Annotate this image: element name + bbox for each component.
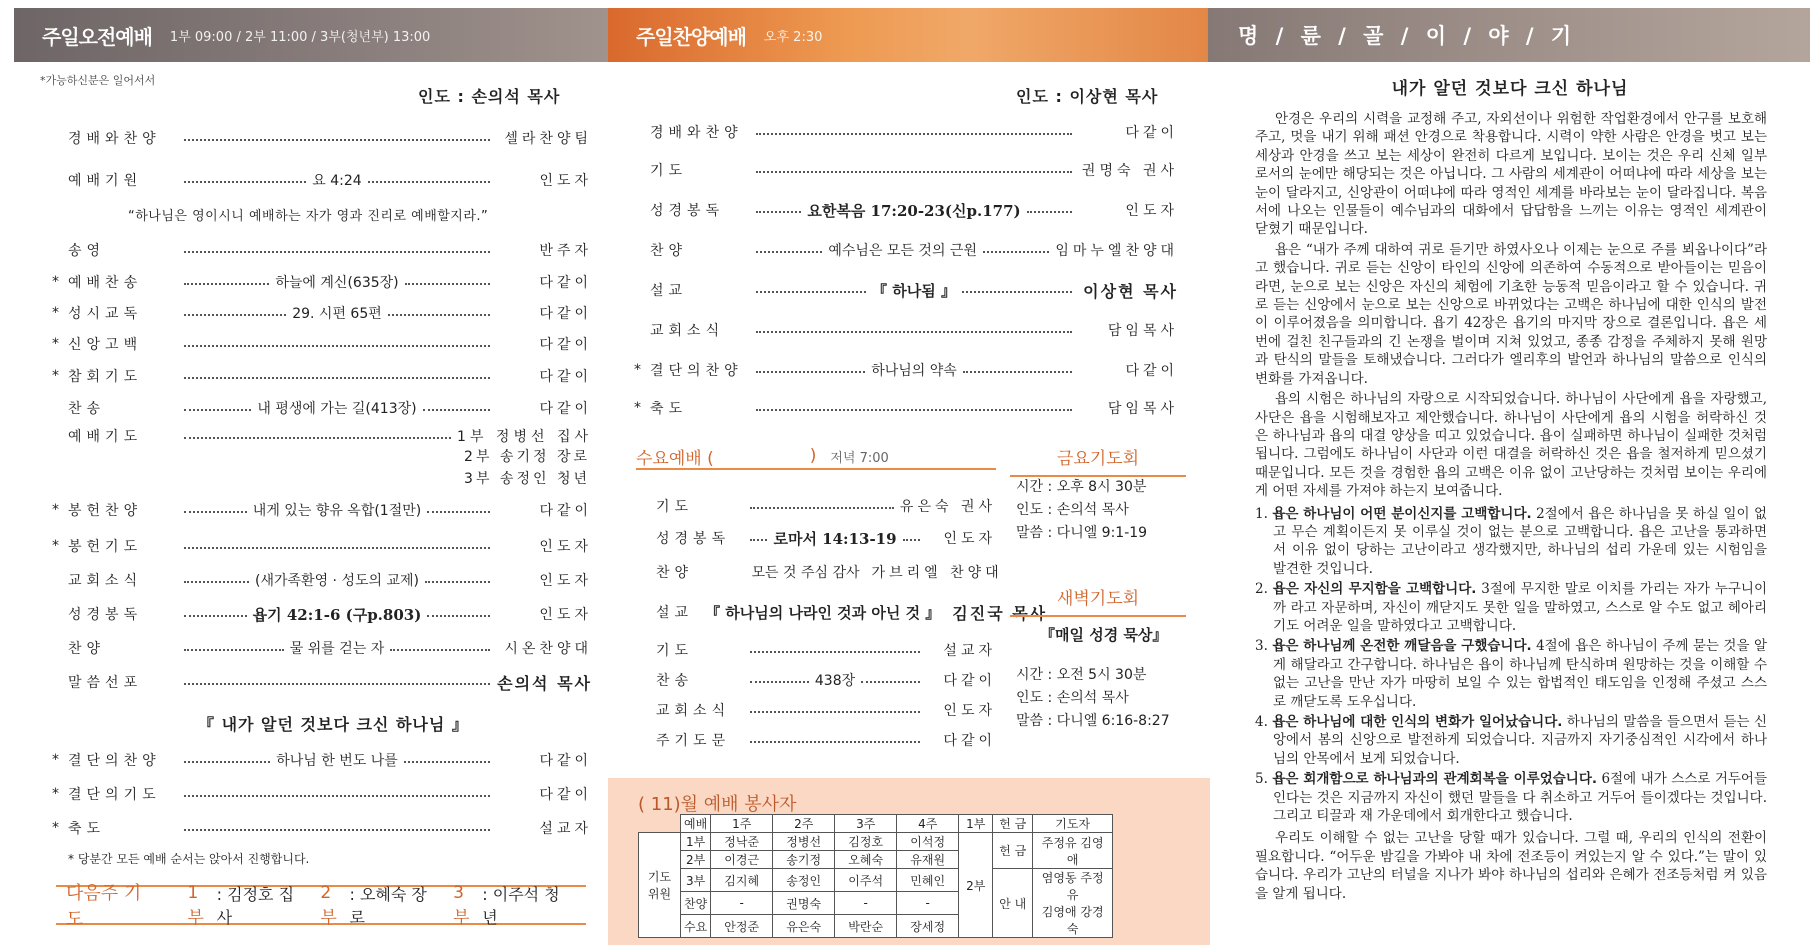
- vol-head-4: 4주: [897, 815, 959, 833]
- dot-leader: [388, 314, 490, 316]
- order-detail: 욥기 42:1-6 (구p.803): [252, 605, 422, 624]
- order-label: 설교: [656, 605, 694, 621]
- order-person: 설교자: [539, 821, 592, 837]
- dawn-word: 말씀 : 다니엘 6:16-8:27: [1016, 713, 1170, 729]
- dot-leader: [750, 507, 894, 509]
- vol-cell: 2부: [681, 851, 711, 869]
- order-person: 다같이: [943, 673, 996, 689]
- item-number: 2.: [1255, 581, 1268, 598]
- vol-cell: -: [835, 892, 897, 915]
- vol-col-2bu: 2부: [959, 833, 993, 938]
- order-detail: (새가족환영 · 성도의 교제): [255, 573, 419, 589]
- table-row: [634, 200, 1178, 220]
- story-header: [1208, 8, 1810, 62]
- friday-title: 금요기도회: [1010, 444, 1186, 477]
- order-person: 다같이: [539, 306, 592, 322]
- dot-leader: [756, 251, 822, 253]
- order-person: 1부 정병선 집사: [457, 429, 592, 445]
- friday-time: 시간 : 오후 8시 30분: [1016, 479, 1147, 495]
- vol-head-1: 1주: [711, 815, 773, 833]
- stand-marker: *: [52, 538, 59, 554]
- table-row: [634, 360, 1178, 380]
- dot-leader: [184, 683, 490, 685]
- dot-leader: [184, 581, 249, 583]
- order-label: 찬양: [650, 243, 688, 259]
- order-label: 축도: [650, 401, 688, 417]
- order-label: 송영: [68, 243, 106, 259]
- vol-cell: 민혜인: [897, 869, 959, 892]
- dot-leader: [750, 741, 920, 743]
- sunday-morning-title: 주일오전예배: [42, 24, 152, 49]
- dot-leader: [962, 291, 1072, 293]
- order-detail: 438장: [814, 673, 856, 689]
- dot-leader: [184, 251, 490, 253]
- dot-leader: [404, 761, 490, 763]
- order-label: 주기도문: [656, 733, 731, 749]
- dawn-subtitle: 『매일 성경 묵상』: [1040, 626, 1168, 644]
- vol-cell: 김지혜: [711, 869, 773, 892]
- vol-cell: 이경근: [711, 851, 773, 869]
- vol-cell: 박란순: [835, 915, 897, 938]
- dot-leader: [184, 547, 490, 549]
- order-detail: 하늘에 계신(635장): [275, 275, 399, 291]
- order-detail: 하나님 한 번도 나를: [276, 753, 398, 769]
- prayer-3bu: 3부 송정인 청년: [464, 471, 590, 487]
- vol-cell: 송기정: [773, 851, 835, 869]
- item-number: 4.: [1255, 714, 1268, 730]
- order-detail: 모든 것 주심 감사: [751, 565, 860, 581]
- table-row: [634, 320, 1178, 340]
- order-label: 기도: [656, 643, 694, 659]
- next-week-1bu-name: : 김정호 집사: [216, 885, 295, 927]
- vol-cell: 안정준: [711, 915, 773, 938]
- order-label: 찬양: [656, 565, 694, 581]
- order-label: 말씀선포: [68, 675, 143, 691]
- order-person: 다같이: [539, 275, 592, 291]
- story-body: [1255, 110, 1767, 905]
- dot-leader: [983, 251, 1049, 253]
- vol-usher-names-2: 김영애 강경숙: [1041, 905, 1104, 936]
- order-label: 교회소식: [656, 703, 731, 719]
- order-person: 손의석 목사: [497, 673, 592, 693]
- order-person: 임마누엘찬양대: [1055, 243, 1179, 259]
- table-row: [656, 496, 996, 516]
- stand-marker: *: [52, 305, 59, 321]
- vol-cell: 수요: [681, 915, 711, 938]
- stand-marker: *: [52, 368, 59, 384]
- story-list: [1255, 505, 1767, 826]
- table-row: [52, 170, 592, 190]
- morning-sermon-title: 『 내가 알던 것보다 크신 하나님 』: [198, 715, 469, 734]
- praise-leader: 인도 : 이상현 목사: [1016, 87, 1159, 106]
- dot-leader: [423, 409, 490, 411]
- dawn-leader: 인도 : 손의석 목사: [1016, 690, 1129, 706]
- dot-leader: [184, 761, 270, 763]
- table-row: [656, 602, 1048, 623]
- order-person: 설교자: [943, 643, 996, 659]
- order-detail: 내게 있는 향유 옥합(1절만): [252, 503, 422, 519]
- order-detail: 요한복음 17:20-23(신p.177): [807, 201, 1021, 220]
- vol-cell: 3부: [681, 869, 711, 892]
- dot-leader: [861, 681, 920, 683]
- sunday-praise-title: 주일찬양예배: [636, 24, 746, 49]
- table-row: [639, 833, 1113, 851]
- dot-leader: [184, 377, 490, 379]
- vol-head-7: 기도자: [1033, 815, 1113, 833]
- order-label: 축도: [68, 821, 106, 837]
- item-heading: 욥은 하나님께 온전한 깨달음을 구했습니다.: [1272, 638, 1532, 655]
- sunday-praise-header: [608, 8, 1208, 62]
- item-text: 하나님의 말씀을 들으면서 듣는 신앙에서 봄의 신앙으로 발전하게 되었습니다. 지금까지 자기중심적인 시각에서 하나님의 안목에서 보게 되었습니다.: [1273, 714, 1768, 767]
- story-paragraph-4: 우리도 이해할 수 없는 고난을 당할 때가 있습니다. 그럴 때, 우리의 인식의 전환이 필요합니다. “어두운 밤길을 가봐야 내 차에 전조등이 켜있는지 알 수 있다.”는 말이 있습니다. 우리가 고난의 터널을 지나가 봐야 하나님의 섭리와 은혜가 전조등처럼 켜 있음을 알게 됩니다.: [1255, 830, 1767, 902]
- table-row: [52, 500, 592, 520]
- order-label: 결단의찬양: [68, 753, 161, 769]
- dot-leader: [903, 539, 920, 541]
- table-row: [52, 672, 592, 692]
- dot-leader: [756, 331, 1072, 333]
- vol-cell: 장세정: [897, 915, 959, 938]
- order-label: 찬송: [68, 401, 106, 417]
- stand-note: *가능하신분은 일어서서: [40, 74, 156, 87]
- prayer-2bu: 2부 송기정 장로: [464, 449, 590, 465]
- order-label: 예배기원: [68, 173, 143, 189]
- vol-usher-names-1: 염영동 주정유: [1041, 871, 1104, 902]
- order-person: 인도자: [539, 173, 593, 189]
- dot-leader: [184, 139, 490, 141]
- order-person: 이상현 목사: [1083, 281, 1179, 301]
- order-detail: 예수님은 모든 것의 근원: [828, 243, 977, 259]
- stand-marker: *: [52, 502, 59, 518]
- order-label: 봉헌찬양: [68, 503, 143, 519]
- vol-offering-label: 헌 금: [993, 833, 1033, 869]
- story-paragraph-2: 욥은 “내가 주께 대하여 귀로 듣기만 하였사오나 이제는 눈으로 주를 뵈옵나이다”라고 했습니다. 귀로 듣는 신앙이 타인의 신앙에 의존하여 수동적으로 받아들이는 믿음이라면, 눈으로 보는 신앙은 자신의 체험에 기초한 능동적 믿음이라고 할 수 있습니다. 귀로 듣는 신앙에서 눈으로 보는 신앙으로 바뀌었다는 고백은 하나님에 대한 인식의 발전이 이루어졌음을 의미합니다. 욥기 42장은 욥기의 마지막 장으로 결론입니다. 욥은 세 번에 걸친 친구들과의 긴 논쟁을 벌이며 지쳐 있었고, 종종 감정을 주체하지 못해 원망과 탄식의 말들을 토해냈습니다. 그러다가 엘리후의 발언과 하나님의 말씀으로 인식의 변화를 가져옵니다.: [1255, 241, 1767, 387]
- vol-cell: 정낙준: [711, 833, 773, 851]
- order-label: 교회소식: [650, 323, 725, 339]
- volunteers-table: [638, 814, 1113, 938]
- order-person: 인도자: [539, 539, 592, 555]
- dot-leader: [184, 795, 490, 797]
- wednesday-time: 저녁 7:00: [830, 450, 889, 466]
- order-label: 경배와찬양: [650, 125, 743, 141]
- dot-leader: [750, 711, 920, 713]
- order-label: 성시교독: [68, 306, 143, 322]
- table-row: [656, 640, 996, 660]
- morning-leader: 인도 : 손의석 목사: [418, 87, 561, 106]
- order-detail: 29. 시편 65편: [292, 306, 382, 322]
- table-row: [656, 670, 996, 690]
- sunday-morning-header: [14, 8, 608, 62]
- item-heading: 욥은 자신의 무지함을 고백합니다.: [1272, 581, 1477, 598]
- volunteers-title: ( 11)월 예배 봉사자: [638, 794, 797, 815]
- volunteers-box: [608, 778, 1210, 945]
- order-person: 담임목사: [1107, 323, 1178, 339]
- order-person: 반주자: [539, 243, 592, 259]
- dawn-title: 새벽기도회: [1010, 584, 1186, 617]
- table-row: [639, 869, 1113, 892]
- next-week-prayer: [56, 882, 586, 930]
- wednesday-header: [636, 444, 996, 470]
- table-row: [52, 604, 592, 624]
- list-item: [1255, 580, 1767, 635]
- order-person: 다같이: [539, 401, 593, 417]
- item-heading: 욥은 회개함으로 하나님과의 관계회복을 이루었습니다.: [1272, 771, 1598, 788]
- friday-info: [1016, 476, 1147, 545]
- item-number: 3.: [1255, 638, 1268, 655]
- dot-leader: [368, 181, 490, 183]
- dot-leader: [184, 829, 490, 831]
- order-detail: 내 평생에 가는 길(413장): [257, 401, 417, 417]
- table-row: [52, 818, 592, 838]
- order-label: 교회소식: [68, 573, 143, 589]
- order-detail: 『 하나님의 나라인 것과 아닌 것 』: [705, 603, 941, 622]
- vol-cell: 이석정: [897, 833, 959, 851]
- order-detail: 물 위를 걷는 자: [289, 641, 385, 657]
- order-label: 기도: [656, 499, 694, 515]
- dot-leader: [427, 615, 490, 617]
- dot-leader: [750, 651, 920, 653]
- dot-leader: [390, 649, 490, 651]
- dot-leader: [184, 283, 269, 285]
- list-item: [1255, 505, 1767, 579]
- order-label: 예배기도: [68, 429, 143, 445]
- dot-leader: [756, 171, 1072, 173]
- table-row: [52, 303, 592, 323]
- dawn-info: [1016, 664, 1170, 733]
- item-number: 1.: [1255, 505, 1268, 522]
- morning-verse: “하나님은 영이시니 예배하는 자가 영과 진리로 예배할지라.”: [128, 209, 489, 224]
- vol-group-label: 기도 위원: [639, 833, 681, 938]
- table-row: [656, 562, 1003, 582]
- table-row: [52, 638, 592, 658]
- stand-marker: *: [52, 274, 59, 290]
- dot-leader: [963, 371, 1072, 373]
- item-text: 4절에 욥은 하나님이 주께 묻는 것을 알게 해달라고 간구합니다. 하나님은 욥이 하나님께 탄식하며 원망하는 것을 이해할 수 없는 고난을 만난 자가 마땅히 보일 수 있는 합법적인 태도임을 인정해 주셨고 스스로 깨닫도록 도우십니다.: [1273, 638, 1767, 710]
- dot-leader: [184, 314, 286, 316]
- order-person: 인도자: [943, 703, 996, 719]
- order-label: 성경봉독: [68, 607, 143, 623]
- stand-marker: *: [634, 362, 641, 378]
- stand-marker: *: [52, 336, 59, 352]
- order-person: 담임목사: [1107, 401, 1178, 417]
- next-week-2bu-name: : 오혜숙 장로: [349, 885, 427, 927]
- order-person: 인도자: [943, 531, 997, 547]
- dot-leader: [750, 539, 767, 541]
- table-row: [52, 784, 592, 804]
- story-paragraph-1: 안경은 우리의 시력을 교정해 주고, 자외선이나 위험한 작업환경에서 안구를 보호해 주고, 멋을 내기 위해 패션 안경으로 착용합니다. 시력이 약한 사람은 안경을 벗고 보는 세상과 안경을 쓰고 보는 세상이 완전히 다르게 보입니다. 보이는 것은 우리 신체 일부로서의 눈에만 해당되는 것은 아닙니다. 그 사람의 세계관이 어떠냐에 따라 세상을 보는 눈이 달라지고, 신앙관이 어떠냐에 따라 영적인 세계를 바라보는 눈이 달라집니다. 복음서에 나오는 인물들이 예수님과의 대화에서 답답함을 느끼는 이유는 영적인 세계관이 닫혔기 때문입니다.: [1255, 111, 1767, 238]
- sunday-praise-time: 오후 2:30: [763, 29, 823, 45]
- stand-marker: *: [52, 752, 59, 768]
- seated-note: * 당분간 모든 예배 순서는 앉아서 진행합니다.: [68, 852, 310, 866]
- table-row: [52, 366, 592, 386]
- vol-cell: 권명숙: [773, 892, 835, 915]
- order-label: 기도: [650, 163, 688, 179]
- dot-leader: [184, 511, 247, 513]
- next-week-label: 다음주 기도: [66, 883, 142, 930]
- order-label: 설교: [650, 283, 688, 299]
- order-person: 다같이: [539, 503, 593, 519]
- order-label: 결단의기도: [68, 787, 161, 803]
- order-person: 다같이: [539, 787, 592, 803]
- order-person: 다같이: [539, 337, 592, 353]
- vol-head-3: 3주: [835, 815, 897, 833]
- story-paragraph-3: 욥의 시험은 하나님의 자랑으로 시작되었습니다. 하나님이 사단에게 욥을 자랑했고, 사단은 욥을 시험해보자고 제안했습니다. 하나님이 사단에게 욥의 시험을 허락하신 것은 하나님과 욥의 대결 양상을 띠고 있었습니다. 욥이 실패하면 하나님이 실패한 것처럼 됩니다. 그럼에도 하나님이 사단과 이런 대결을 허락하신 것은 욥을 철저하게 믿으셨기 때문입니다. 모든 것을 경험한 욥의 고백은 이유 없이 고난당하는 것처럼 보이는 우리에게 어떤 자세를 가져야 하는지 보여줍니다.: [1255, 391, 1767, 500]
- item-number: 5.: [1255, 771, 1268, 788]
- table-row: [634, 160, 1178, 180]
- table-row: [52, 536, 592, 556]
- vol-usher-names: [1033, 869, 1113, 938]
- vol-head-0: 예배: [681, 815, 711, 833]
- item-text: 3절에 무지한 말로 이치를 가리는 자가 누구니이까 라고 자문하며, 자신이 깨닫지도 못한 일을 말하였고, 스스로 알 수도 없고 헤아리기도 어려운 일을 말하였다고 고백합니다.: [1273, 581, 1767, 634]
- order-person: 다같이: [539, 369, 592, 385]
- order-person: 다같이: [943, 733, 996, 749]
- next-week-2bu-key: 2부: [320, 882, 337, 928]
- table-row: [634, 240, 1178, 260]
- story-header-title: 명 / 륜 / 골 / 이 / 야 / 기: [1238, 24, 1577, 48]
- next-week-3bu-key: 3부: [453, 882, 470, 928]
- next-week-1bu-key: 1부: [187, 882, 204, 928]
- order-person: 셀라찬양팀: [504, 131, 592, 147]
- dot-leader: [425, 581, 490, 583]
- table-row: [634, 280, 1178, 300]
- list-item: [1255, 637, 1767, 711]
- item-heading: 욥은 하나님에 대한 인식의 변화가 일어났습니다.: [1272, 714, 1563, 730]
- dot-leader: [750, 681, 809, 683]
- table-row: [52, 334, 592, 354]
- order-label: 찬양: [68, 641, 106, 657]
- dot-leader: [184, 437, 451, 439]
- dot-leader: [184, 181, 306, 183]
- table-row: [656, 730, 996, 750]
- friday-leader: 인도 : 손의석 목사: [1016, 502, 1129, 518]
- vol-cell: -: [897, 892, 959, 915]
- dot-leader: [184, 345, 490, 347]
- vol-offering-names: 주정유 김영애: [1033, 833, 1113, 869]
- sunday-morning-times: 1부 09:00 / 2부 11:00 / 3부(청년부) 13:00: [169, 29, 431, 45]
- table-row: [52, 750, 592, 770]
- table-row: [52, 398, 592, 418]
- vol-cell: 유은숙: [773, 915, 835, 938]
- vol-cell: 김정호: [835, 833, 897, 851]
- vol-cell: 이주석: [835, 869, 897, 892]
- vol-cell: 송정인: [773, 869, 835, 892]
- dot-leader: [756, 409, 1072, 411]
- dawn-time: 시간 : 오전 5시 30분: [1016, 667, 1147, 683]
- vol-cell: 정병선: [773, 833, 835, 851]
- order-label: 찬송: [656, 673, 694, 689]
- dot-leader: [756, 211, 801, 213]
- next-week-3bu-name: : 이주석 청년: [482, 885, 560, 927]
- vol-cell: 1부: [681, 833, 711, 851]
- dot-leader: [756, 133, 1072, 135]
- dot-leader: [427, 511, 490, 513]
- table-row: [656, 700, 996, 720]
- list-item: [1255, 770, 1767, 825]
- order-detail: 하나님의 약속: [871, 363, 957, 379]
- vol-usher-label: 안 내: [993, 869, 1033, 938]
- order-person: 가브리엘 찬양대: [871, 565, 1003, 581]
- order-label: 참회기도: [68, 369, 143, 385]
- order-person: 인도자: [1125, 203, 1178, 219]
- order-person: 유은숙 권사: [899, 499, 996, 515]
- table-row: [52, 426, 592, 446]
- vol-cell: 찬양: [681, 892, 711, 915]
- stand-marker: *: [634, 400, 641, 416]
- stand-marker: *: [52, 820, 59, 836]
- vol-head-2: 2주: [773, 815, 835, 833]
- table-row: [656, 528, 996, 548]
- dot-leader: [756, 371, 865, 373]
- prayer-list: [440, 446, 590, 490]
- list-item: [1255, 713, 1767, 768]
- friday-word: 말씀 : 다니엘 9:1-19: [1016, 525, 1148, 541]
- order-label: 예배찬송: [68, 275, 143, 291]
- dot-leader: [184, 615, 247, 617]
- order-label: 신앙고백: [68, 337, 143, 353]
- item-text: 2절에서 욥은 하나님을 못 하실 일이 없고 무슨 계획이든지 못 이루실 것이 없는 분으로 고백합니다. 욥은 고난을 통과하면서 이유 없이 당하는 고난이라고 생각했지만, 하나님의 섭리 가운데 있는 시험임을 발견한 것입니다.: [1273, 505, 1767, 577]
- wednesday-title-close: ): [809, 446, 817, 466]
- order-person: 다같이: [1125, 363, 1179, 379]
- table-row: [52, 240, 592, 260]
- vol-head-5: 1부: [959, 815, 993, 833]
- vol-cell: -: [711, 892, 773, 915]
- order-label: 결단의찬양: [650, 363, 743, 379]
- order-label: 성경봉독: [650, 203, 725, 219]
- order-person: 인도자: [539, 573, 592, 589]
- volunteers-head-row: [639, 815, 1113, 833]
- dot-leader: [405, 283, 490, 285]
- wednesday-title: 수요예배 (: [636, 448, 714, 469]
- order-person: 다같이: [539, 753, 593, 769]
- dot-leader: [184, 649, 284, 651]
- table-row: [634, 122, 1178, 142]
- table-row: [52, 128, 592, 148]
- order-person: 인도자: [539, 607, 592, 623]
- order-label: 봉헌기도: [68, 539, 143, 555]
- order-detail: 『 하나됨 』: [872, 281, 956, 300]
- stand-marker: *: [52, 786, 59, 802]
- table-row: [52, 272, 592, 292]
- order-person: 시온찬양대: [504, 641, 592, 657]
- order-label: 경배와찬양: [68, 131, 161, 147]
- order-label: 성경봉독: [656, 531, 731, 547]
- order-detail: 로마서 14:13-19: [773, 529, 897, 548]
- item-heading: 욥은 하나님이 어떤 분이신지를 고백합니다.: [1272, 505, 1532, 522]
- order-person: 다같이: [1125, 125, 1178, 141]
- table-row: [52, 570, 592, 590]
- vol-cell: 유재원: [897, 851, 959, 869]
- vol-head-6: 헌 금: [993, 815, 1033, 833]
- dot-leader: [184, 409, 251, 411]
- dot-leader: [756, 291, 866, 293]
- order-detail: 요 4:24: [312, 173, 362, 189]
- dot-leader: [1027, 211, 1072, 213]
- order-person: 김진국 목사: [952, 603, 1048, 623]
- item-text: 6절에 내가 스스로 거두어들인다는 것은 지금까지 자신이 했던 말들을 다 취소하고 거두어 들이겠다는 것입니다. 그리고 티끌과 재 가운데에서 회개한다고 했습니다.: [1273, 771, 1767, 825]
- order-person: 권명숙 권사: [1081, 163, 1178, 179]
- story-title: 내가 알던 것보다 크신 하나님: [1391, 79, 1629, 99]
- table-row: [634, 398, 1178, 418]
- vol-cell: 오혜숙: [835, 851, 897, 869]
